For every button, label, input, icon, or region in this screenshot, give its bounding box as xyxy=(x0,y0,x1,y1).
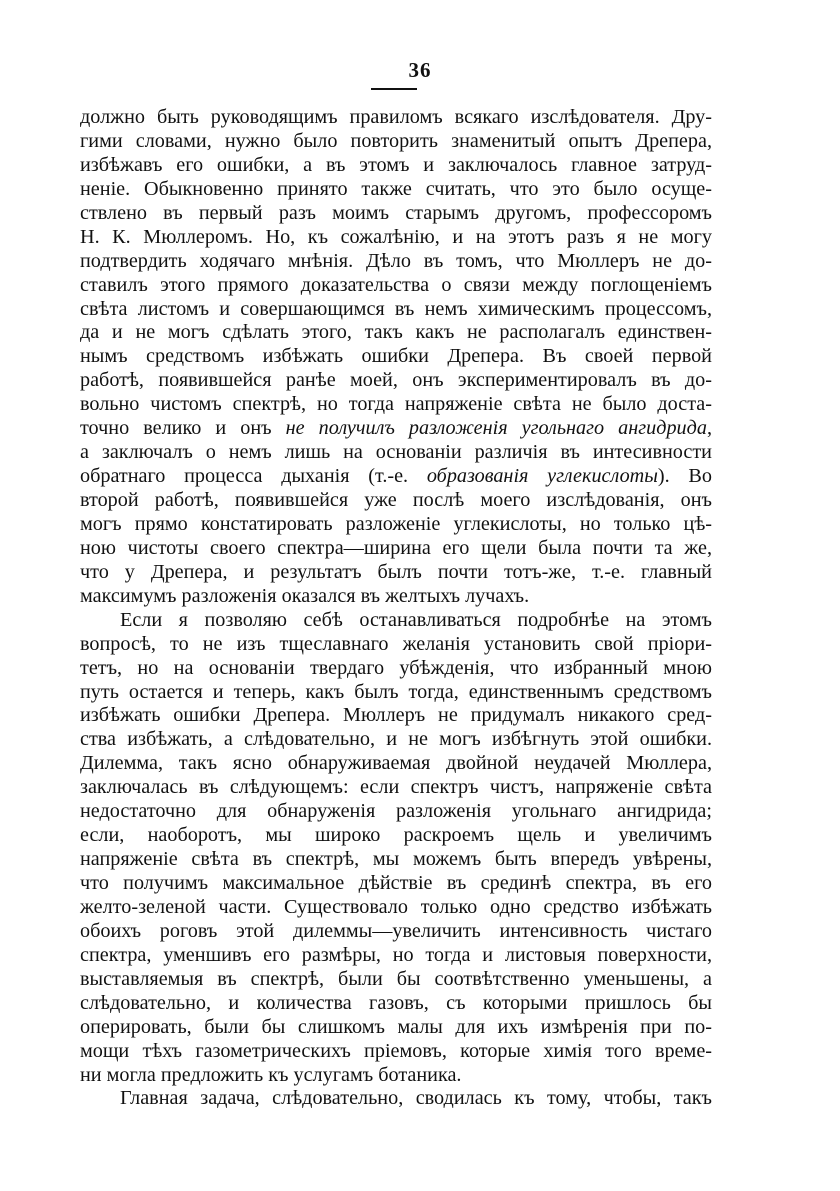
text-line xyxy=(80,226,712,250)
text-segment: , xyxy=(706,417,712,440)
text-line xyxy=(80,633,712,657)
text-line xyxy=(80,896,712,920)
text-line xyxy=(80,1087,712,1111)
text-segment: Н. К. Мюллеромъ. Но, къ сожалѣнію, и на этотъ разъ я не могу xyxy=(80,225,712,248)
text-segment: Дилемма, такъ ясно обнаруживаемая двойной неудачей Мюллера, xyxy=(80,752,712,775)
text-line xyxy=(80,369,712,393)
text-line xyxy=(80,824,712,848)
text-segment: вольно чистомъ спектрѣ, но тогда напряженіе свѣта не было доста- xyxy=(80,393,712,416)
text-segment: могъ прямо констатировать разложеніе углекислоты, но только цѣ- xyxy=(80,512,712,535)
text-segment: а заключалъ о немъ лишь на основаніи различія въ интесивности xyxy=(80,441,712,464)
text-line xyxy=(80,298,712,322)
text-line xyxy=(80,872,712,896)
paragraph xyxy=(80,609,712,1088)
text-line xyxy=(80,609,712,633)
text-segment: вопросѣ, то не изъ тщеславнаго желанія установить свой пріори- xyxy=(80,632,712,655)
text-segment: что у Дрепера, и результатъ былъ почти тотъ-же, т.-е. главный xyxy=(80,560,712,583)
text-line xyxy=(80,944,712,968)
text-line xyxy=(80,345,712,369)
page-number: 36 xyxy=(408,58,432,82)
text-line xyxy=(80,537,712,561)
text-segment: ною чистоты своего спектра—ширина его щели была почти та же, xyxy=(80,536,712,559)
text-segment: Главная задача, слѣдовательно, сводилась къ тому, чтобы, такъ xyxy=(120,1087,712,1110)
text-line xyxy=(80,393,712,417)
text-segment: что получимъ максимальное дѣйствіе въ срединѣ спектра, въ его xyxy=(80,872,712,894)
text-line xyxy=(80,704,712,728)
text-segment: гими словами, нужно было повторить знаменитый опытъ Дрепера, xyxy=(80,129,712,152)
text-line xyxy=(80,992,712,1016)
text-line xyxy=(80,1064,712,1088)
text-line xyxy=(80,776,712,800)
text-segment: нымъ средствомъ избѣжать ошибки Дрепера. Въ своей первой xyxy=(80,345,712,368)
text-segment: подтвердить ходячаго мнѣнія. Дѣло въ томъ, что Мюллеръ не до- xyxy=(80,249,712,272)
text-line xyxy=(80,465,712,489)
paragraph xyxy=(80,106,712,609)
text-segment: тетъ, но на основаніи твердаго убѣжденія, что избранный мною xyxy=(80,656,712,679)
page-number-rule xyxy=(371,88,417,90)
text-segment: избѣжать ошибки Дрепера. Мюллеръ не придумалъ никакого сред- xyxy=(80,704,712,727)
text-segment: недостаточно для обнаруженія разложенія угольнаго ангидрида; xyxy=(80,800,712,823)
italic-text: не получилъ разложенія угольнаго ангидрида xyxy=(285,417,707,440)
text-line xyxy=(80,417,712,441)
text-line xyxy=(80,1040,712,1064)
text-line xyxy=(80,321,712,345)
text-line xyxy=(80,681,712,705)
text-line xyxy=(80,154,712,178)
text-segment: второй работѣ, появившейся уже послѣ моего изслѣдованія, онъ xyxy=(80,489,712,511)
text-segment: напряженіе свѣта въ спектрѣ, мы можемъ быть впередъ увѣрены, xyxy=(80,848,712,871)
text-segment: обоихъ роговъ этой дилеммы—увеличить интенсивность чистаго xyxy=(80,919,712,942)
text-line xyxy=(80,250,712,274)
text-line xyxy=(80,752,712,776)
text-segment: да и не могъ сдѣлать этого, такъ какъ не располагалъ единствен- xyxy=(80,321,712,344)
text-line xyxy=(80,585,712,609)
text-segment: оперировать, были бы слишкомъ малы для ихъ измѣренія при по- xyxy=(80,1015,712,1038)
text-line xyxy=(80,274,712,298)
text-segment: работѣ, появившейся ранѣе моей, онъ экспериментировалъ въ до- xyxy=(80,369,712,392)
text-line xyxy=(80,513,712,537)
text-line xyxy=(80,728,712,752)
text-segment: слѣдовательно, и количества газовъ, съ которыми пришлось бы xyxy=(80,991,712,1014)
text-line xyxy=(80,848,712,872)
text-segment: выставляемыя въ спектрѣ, были бы соотвѣтственно уменьшены, а xyxy=(80,967,712,990)
text-segment: если, наоборотъ, мы широко раскроемъ щель и увеличимъ xyxy=(80,824,712,847)
text-line xyxy=(80,920,712,944)
text-line xyxy=(80,106,712,130)
text-segment: должно быть руководящимъ правиломъ всякаго изслѣдователя. Дру- xyxy=(80,106,712,128)
text-segment: заключалась въ слѣдующемъ: если спектръ чистъ, напряженіе свѣта xyxy=(80,776,712,799)
text-segment: желто-зеленой части. Существовало только одно средство избѣжать xyxy=(80,895,712,918)
text-line xyxy=(80,561,712,585)
text-segment: мощи тѣхъ газометрическихъ пріемовъ, которые химія того време- xyxy=(80,1039,712,1062)
text-line xyxy=(80,1016,712,1040)
text-segment: Если я позволяю себѣ останавливаться подробнѣе на этомъ xyxy=(120,608,712,631)
text-line xyxy=(80,489,712,513)
text-line xyxy=(80,968,712,992)
italic-text: образованія углекислоты xyxy=(426,465,658,488)
text-segment: избѣжавъ его ошибки, а въ этомъ и заключалось главное затруд- xyxy=(80,153,712,176)
text-segment: точно велико и онъ xyxy=(80,417,286,440)
text-segment: спектра, уменшивъ его размѣры, но тогда и листовыя поверхности, xyxy=(80,943,712,966)
text-line xyxy=(80,441,712,465)
text-line xyxy=(80,202,712,226)
text-segment: ни могла предложить къ услугамъ ботаника. xyxy=(80,1063,462,1086)
text-segment: ства избѣжать, а слѣдовательно, и не могъ избѣгнуть этой ошибки. xyxy=(80,728,712,751)
text-segment: путь остается и теперь, какъ былъ тогда, единственнымъ средствомъ xyxy=(80,680,712,703)
text-segment: ). Во xyxy=(657,465,712,488)
text-segment: ствлено въ первый разъ моимъ старымъ другомъ, профессоромъ xyxy=(80,201,712,224)
text-line xyxy=(80,657,712,681)
text-line xyxy=(80,800,712,824)
text-segment: неніе. Обыкновенно принято также считать, что это было осуще- xyxy=(80,177,712,200)
text-body xyxy=(80,106,712,1111)
paragraph xyxy=(80,1087,712,1111)
text-segment: максимумъ разложенія оказался въ желтыхъ лучахъ. xyxy=(80,584,530,607)
text-segment: ставилъ этого прямого доказательства о связи между поглощеніемъ xyxy=(80,273,712,296)
text-segment: свѣта листомъ и совершающимся въ немъ химическимъ процессомъ, xyxy=(80,297,712,320)
text-line xyxy=(80,130,712,154)
text-segment: обратнаго процесса дыханія (т.-е. xyxy=(80,465,427,488)
text-line xyxy=(80,178,712,202)
